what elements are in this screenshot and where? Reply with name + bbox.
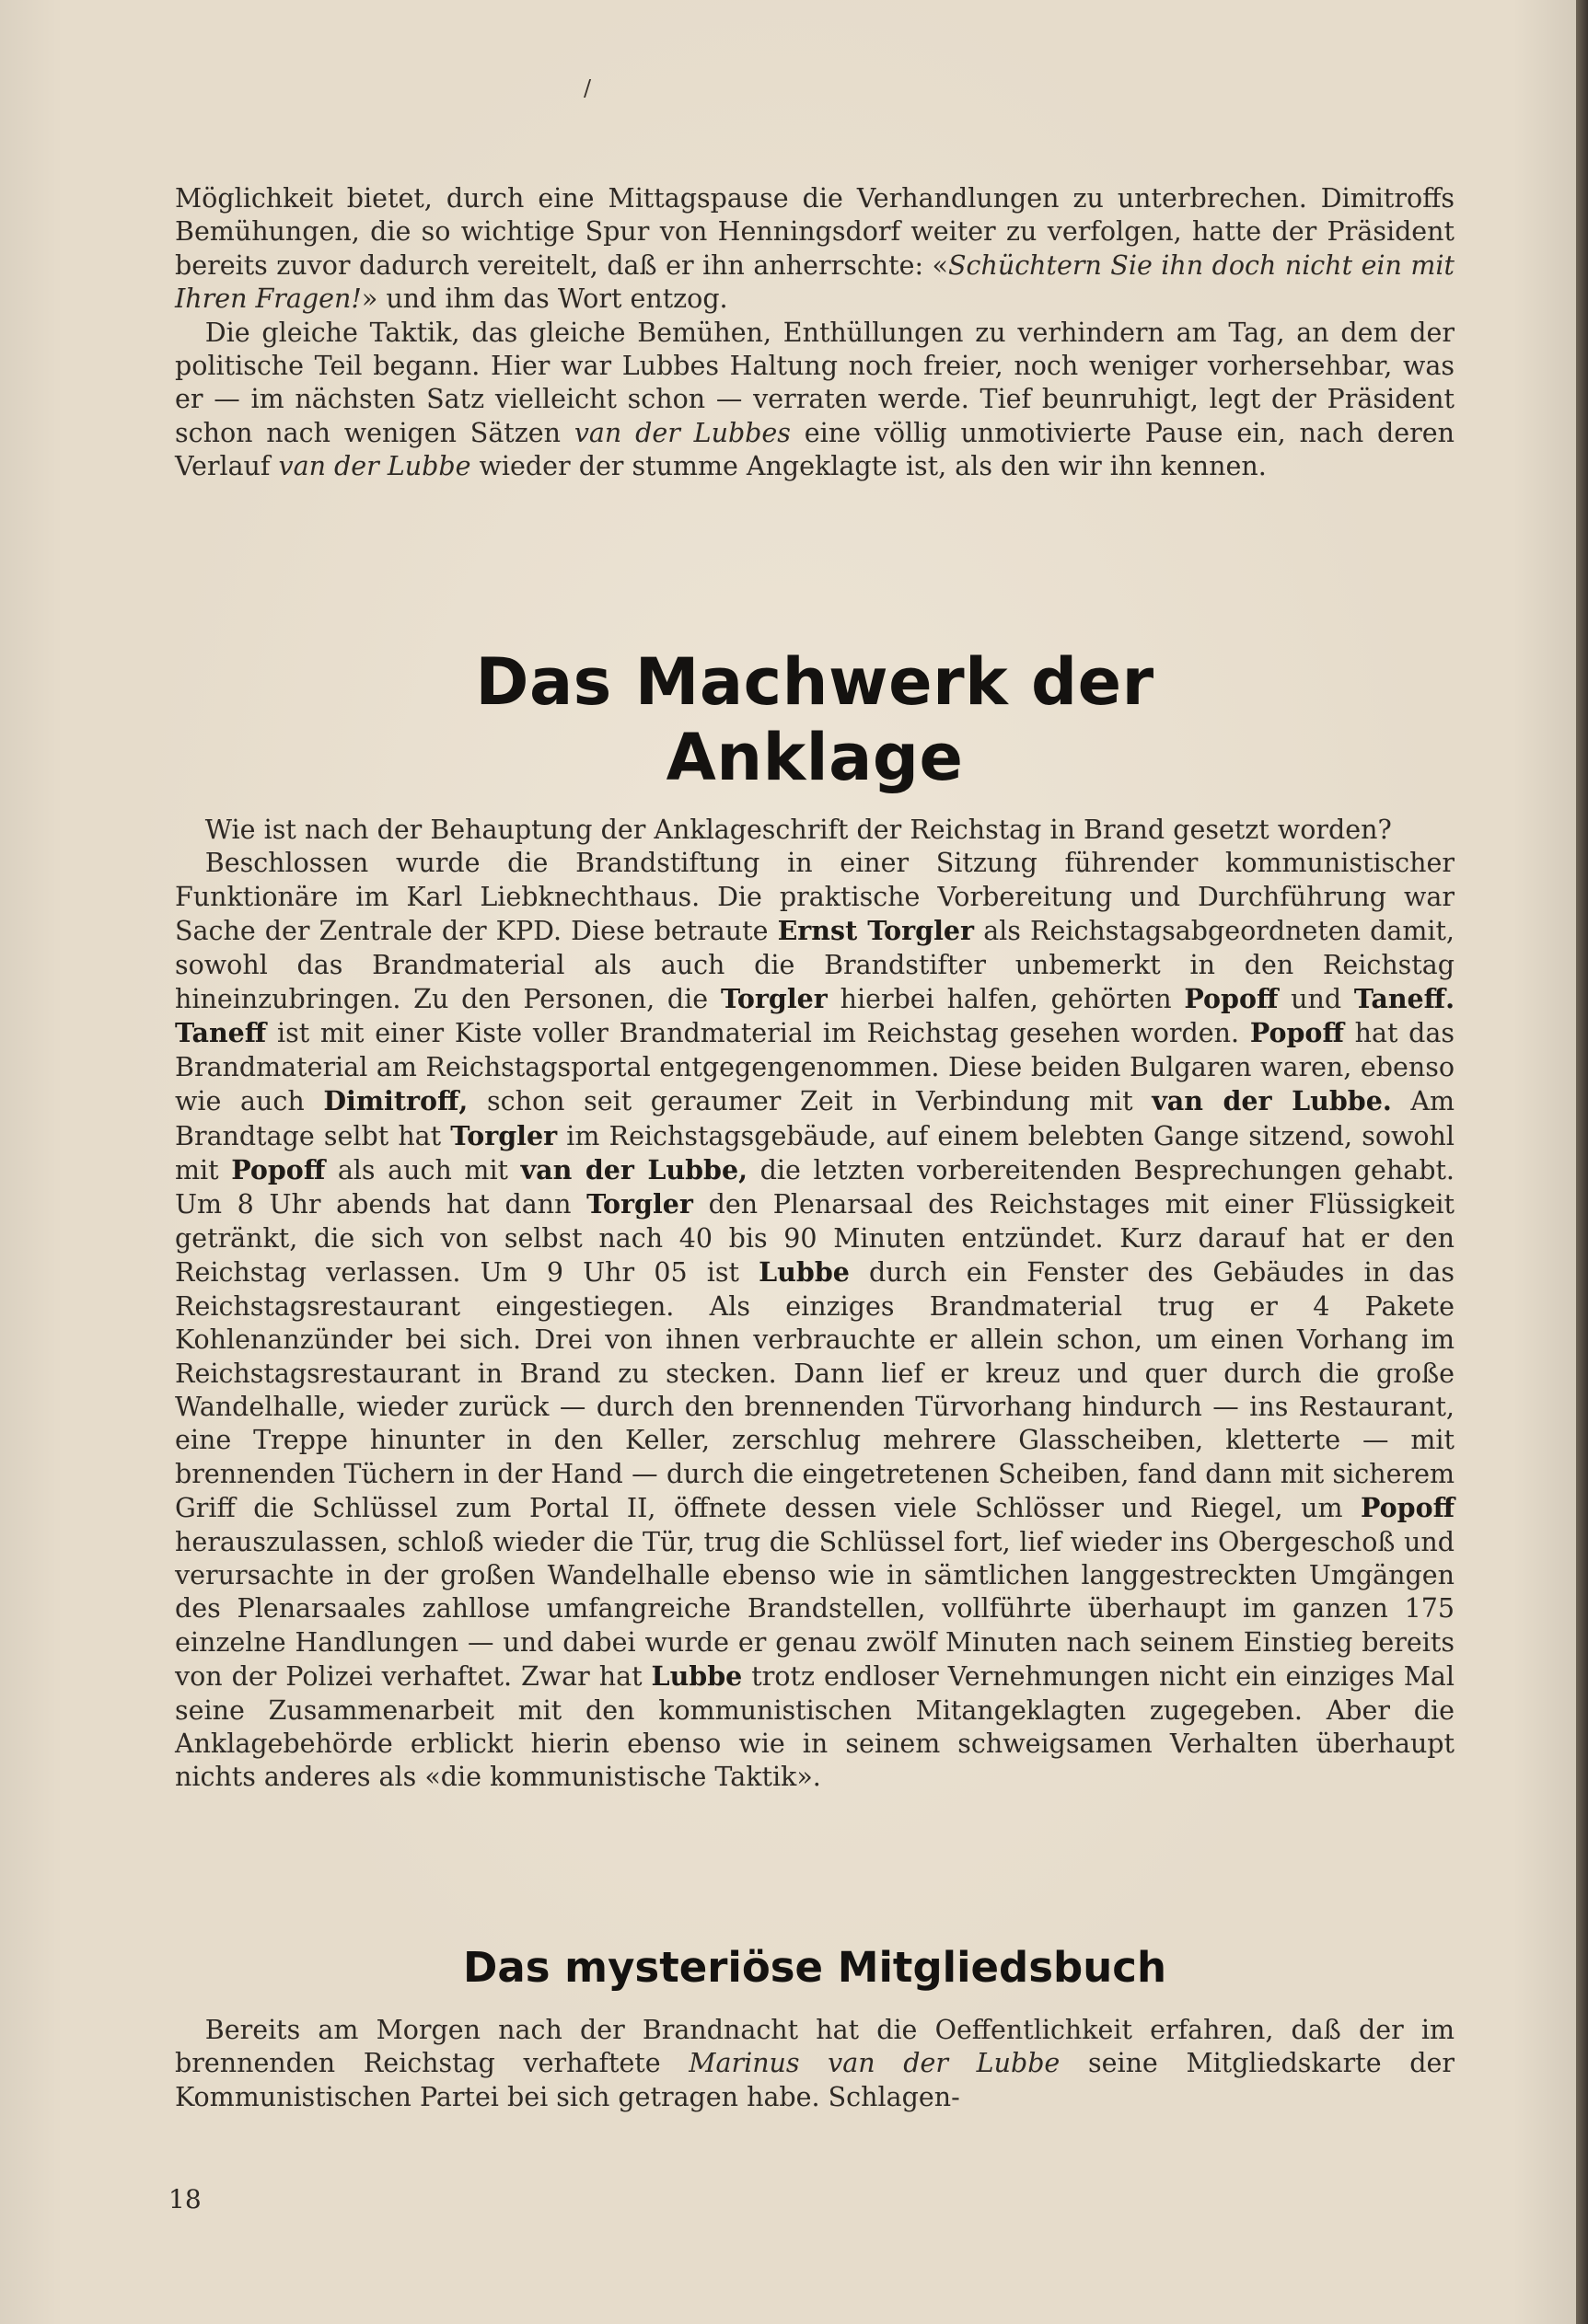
heading-line-1: Das Machwerk der <box>475 644 1154 720</box>
section-2-text <box>175 2014 1455 2114</box>
page-edge-shadow <box>1576 0 1588 2324</box>
section-1-paragraph-1: Wie ist nach der Behauptung der Anklageschrift der Reichstag in Brand gesetzt worden? <box>204 815 1392 845</box>
intro-paragraph-1: Möglichkeit bietet, durch eine Mittagspause die Verhandlungen zu unterbrechen. Dimitroffs Bemühungen, die so wichtige Spur von Henningsdorf weiter zu verfolgen, hatte der Präsident bereits zuvor dadurch vereitelt, daß er ihn anherrschte: «Schüchtern Sie ihn doch nicht ein mit Ihren Fragen!» und ihm das Wort entzog. <box>175 183 1455 315</box>
heading-line-2: Anklage <box>666 720 964 795</box>
section-heading-mitgliedsbuch: Das mysteriöse Mitgliedsbuch <box>463 1943 1166 1992</box>
quote: Schüchtern Sie ihn doch nicht ein mit Ihren Fragen! <box>175 249 1455 315</box>
section-1-text <box>175 814 1455 1795</box>
section-heading-anklage <box>175 644 1455 795</box>
page-top-mark: / <box>584 75 592 101</box>
section-2-paragraph-1: Bereits am Morgen nach der Brandnacht hat die Oeffentlichkeit erfahren, daß der im brennenden Reichstag verhaftete Marinus van der Lubbe seine Mitgliedskarte der Kommunistischen Partei bei sich getragen habe. Schlagen- <box>175 2015 1455 2112</box>
section-1-paragraph-2: Beschlossen wurde die Brandstiftung in einer Sitzung führender kommunistischer Funktionäre im Karl Liebknechthaus. Die praktische Vorbereitung und Durchführung war Sache der Zentrale der KPD. Diese betraute Ernst Torgler als Reichstagsabgeordneten damit, sowohl das Brandmaterial als auch die Brandstifter unbemerkt in den Reichstag hineinzubringen. Zu den Personen, die Torgler hierbei halfen, gehörten Popoff und Taneff. Taneff ist mit einer Kiste voller Brandmaterial im Reichstag gesehen worden. Popoff hat das Brandmaterial am Reichstagsportal entgegengenommen. Diese beiden Bulgaren waren, ebenso wie auch Dimitroff, schon seit geraumer Zeit in Verbindung mit van der Lubbe. Am Brandtage selbt hat Torgler im Reichstagsgebäude, auf einem belebten Gange sitzend, sowohl mit Popoff als auch mit van der Lubbe, die letzten vorbereitenden Besprechungen gehabt. Um 8 Uhr abends hat dann Torgler den Plenarsaal des Reichstages mit einer Flüssigkeit getränkt, die sich von selbst nach 40 bis 90 Minuten entzündet. Kurz darauf hat er den Reichstag verlassen. Um 9 Uhr 05 ist Lubbe durch ein Fenster des Gebäudes in das Reichstagsrestaurant eingestiegen. Als einziges Brandmaterial trug er 4 Pakete Kohlenanzünder bei sich. Drei von ihnen verbrauchte er allein schon, um einen Vorhang im Reichstagsrestaurant in Brand zu stecken. Dann lief er kreuz und quer durch die große Wandelhalle, wieder zurück — durch den brennenden Türvorhang hindurch — ins Restaurant, eine Treppe hinunter in den Keller, zerschlug mehrere Glasscheiben, kletterte — mit brennenden Tüchern in der Hand — durch die eingetretenen Scheiben, fand dann mit sicherem Griff die Schlüssel zum Portal II, öffnete dessen viele Schlösser und Riegel, um Popoff herauszulassen, schloß wieder die Tür, trug die Schlüssel fort, lief wieder ins Obergeschoß und verursachte in der großen Wandelhalle ebenso wie in sämtlichen langgestreckten Umgängen des Plenarsaales zahllose umfangreiche Brandstellen, vollführte überhaupt im ganzen 175 einzelne Handlungen — und dabei wurde er genau zwölf Minuten nach seinem Einstieg bereits von der Polizei verhaftet. Zwar hat Lubbe trotz endloser Vernehmungen nicht ein einziges Mal seine Zusammenarbeit mit den kommunistischen Mitangeklagten zugegeben. Aber die Anklagebehörde erblickt hierin ebenso wie in seinem schweigsamen Verhalten überhaupt nichts anderes als «die kommunistische Taktik». <box>175 848 1455 1793</box>
page-number: 18 <box>168 2184 202 2214</box>
intro-text <box>175 182 1455 484</box>
intro-paragraph-2: Die gleiche Taktik, das gleiche Bemühen, Enthüllungen zu verhindern am Tag, an dem der politische Teil begann. Hier war Lubbes Haltung noch freier, noch weniger vorhersehbar, was er — im nächsten Satz vielleicht schon — verraten werde. Tief beunruhigt, legt der Präsident schon nach wenigen Sätzen van der Lubbes eine völlig unmotivierte Pause ein, nach deren Verlauf van der Lubbe wieder der stumme Angeklagte ist, als den wir ihn kennen. <box>175 317 1455 482</box>
